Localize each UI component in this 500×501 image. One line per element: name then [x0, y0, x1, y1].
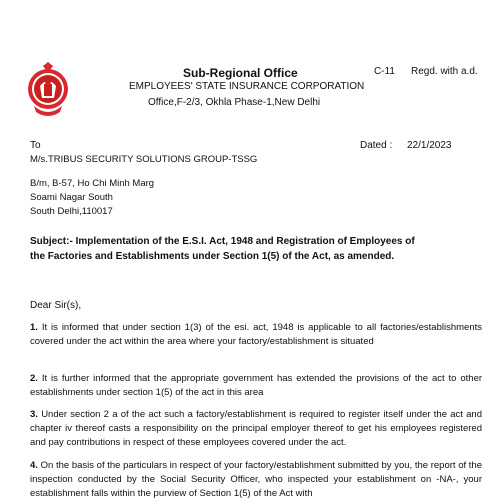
paragraph: [30, 459, 482, 501]
paragraph: [30, 372, 482, 400]
delivery-mode: Regd. with a.d.: [411, 66, 478, 77]
address-line: South Delhi,110017: [30, 206, 113, 217]
paragraph-number: 1.: [30, 322, 38, 333]
dated-label: Dated :: [360, 140, 393, 151]
corporation-name: EMPLOYEES' STATE INSURANCE CORPORATION: [129, 81, 365, 92]
address-line: B/m, B-57, Ho Chi Minh Marg: [30, 178, 155, 189]
office-title: Sub-Regional Office: [183, 66, 298, 80]
dated-value: 22/1/2023: [407, 140, 452, 151]
paragraph-text: On the basis of the particulars in respect of your factory/establishment submitted by you, the report of the inspection conducted by the Social Security Officer, who inspected your establishment on -NA-, your establishment falls within the purview of Section 1(5) of the Act with: [30, 460, 483, 499]
address-line: Soami Nagar South: [30, 192, 113, 203]
salutation: Dear Sir(s),: [30, 300, 82, 311]
paragraph-number: 2.: [30, 373, 38, 384]
paragraph: [30, 408, 482, 450]
esic-emblem-logo: [26, 62, 70, 120]
paragraph-number: 3.: [30, 409, 38, 420]
form-code: C-11: [374, 66, 395, 77]
addressee-name: M/s.TRIBUS SECURITY SOLUTIONS GROUP-TSSG: [30, 154, 258, 165]
paragraph: [30, 321, 482, 349]
paragraph-text: It is informed that under section 1(3) of the esi. act, 1948 is applicable to all factories/establishments covered under the act within the area where your factory/establishment is situated: [30, 322, 483, 347]
paragraph-text: It is further informed that the appropriate government has extended the provisions of the act to other establishments under section 1(5) of the act in this area: [30, 373, 483, 398]
subject-block: [30, 234, 422, 264]
subject-text: Implementation of the E.S.I. Act, 1948 and Registration of Employees of the Factories and Establishments under Section 1(5) of the Act, as amended.: [30, 236, 415, 262]
to-label: To: [30, 140, 41, 151]
paragraph-number: 4.: [30, 460, 38, 471]
office-address: Office,F-2/3, Okhla Phase-1,New Delhi: [148, 97, 321, 108]
paragraph-text: Under section 2 a of the act such a factory/establishment is required to register itself under the act and chapter iv thereof casts a responsibility on the principal employer thereof to get his employees registered and pay contributions in respect of these employees covered under the act.: [30, 409, 482, 448]
subject-label: Subject:-: [30, 236, 73, 247]
